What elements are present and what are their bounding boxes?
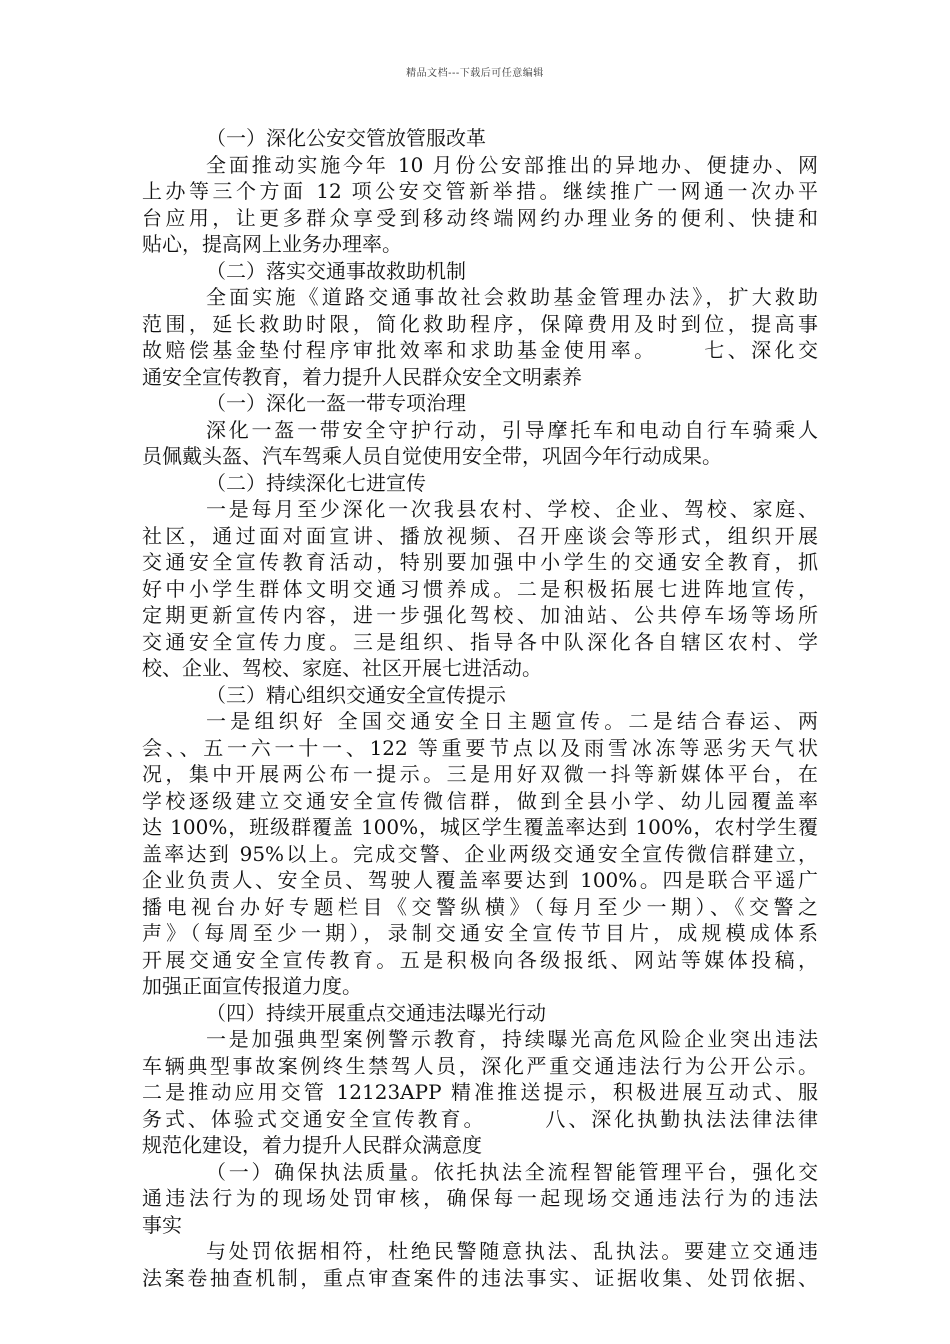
text-line: 法案卷抽查机制，重点审查案件的违法事实、证据收集、处罚依据、	[142, 1265, 818, 1290]
text-line: 务式、体验式交通安全宣传教育。 八、深化执勤执法法律法律	[142, 1106, 818, 1131]
text-line: 盖率达到 95%以上。完成交警、企业两级交通安全宣传微信群建立，	[142, 841, 818, 866]
text-line: 校、企业、驾校、家庭、社区开展七进活动。	[142, 656, 542, 680]
text-line: 一是每月至少深化一次我县农村、学校、企业、驾校、家庭、	[206, 497, 818, 521]
text-line: 加强正面宣传报道力度。	[142, 974, 362, 998]
text-line: 声》（每周至少一期），录制交通安全宣传节目片，成规模成体系	[142, 921, 818, 945]
text-line: 开展交通安全宣传教育。五是积极向各级报纸、网站等媒体投稿，	[142, 947, 818, 972]
text-line: 范围，延长救助时限，简化救助程序，保障费用及时到位，提高事	[142, 311, 818, 336]
text-line: 与处罚依据相符，杜绝民警随意执法、乱执法。要建立交通违	[206, 1239, 818, 1263]
text-line: 故赔偿基金垫付程序审批效率和求助基金使用率。 七、深化交	[142, 338, 818, 362]
text-line: 交通安全宣传教育活动，特别要加强中小学生的交通安全教育，抓	[142, 550, 818, 574]
text-line: （一）深化公安交管放管服改革	[206, 126, 486, 150]
text-line: 贴心，提高网上业务办理率。	[142, 232, 402, 256]
text-line: 社区，通过面对面宣讲、播放视频、召开座谈会等形式，组织开展	[142, 523, 818, 548]
text-line: 二是推动应用交管 12123APP 精准推送提示，积极进展互动式、服	[142, 1080, 818, 1104]
text-line: 全面推动实施今年 10 月份公安部推出的异地办、便捷办、网	[206, 152, 818, 177]
text-line: （一）深化一盔一带专项治理	[206, 391, 466, 415]
text-line: （二）持续深化七进宣传	[206, 470, 426, 495]
text-line: （一）确保执法质量。依托执法全流程智能管理平台，强化交	[206, 1159, 818, 1184]
text-line: 通违法行为的现场处罚审核，确保每一起现场交通违法行为的违法	[142, 1186, 818, 1210]
text-line: 会、、五一六一十一、122 等重要节点以及雨雪冰冻等恶劣天气状	[142, 735, 818, 760]
text-line: 规范化建设，着力提升人民群众满意度	[142, 1133, 482, 1157]
page-header: 精品文档---下载后可任意编辑	[406, 68, 544, 79]
text-line: 交通安全宣传力度。三是组织、指导各中队深化各自辖区农村、学	[142, 629, 818, 654]
text-line: 全面实施《道路交通事故社会救助基金管理办法》，扩大救助	[206, 285, 818, 309]
text-line: 车辆典型事故案例终生禁驾人员，深化严重交通违法行为公开公示。	[142, 1053, 818, 1078]
text-line: 学校逐级建立交通安全宣传微信群，做到全县小学、幼儿园覆盖率	[142, 788, 818, 813]
text-line: 一是组织好 全国交通安全日主题宣传。二是结合春运、两	[206, 709, 818, 733]
text-line: 企业负责人、安全员、驾驶人覆盖率要达到 100%。四是联合平遥广	[142, 868, 818, 892]
text-line: 达 100%，班级群覆盖 100%，城区学生覆盖率达到 100%，农村学生覆	[142, 815, 818, 839]
text-line: 上办等三个方面 12 项公安交管新举措。继续推广一网通一次办平	[142, 179, 818, 203]
text-line: 事实	[142, 1212, 182, 1237]
text-line: 定期更新宣传内容，进一步强化驾校、加油站、公共停车场等场所	[142, 603, 818, 627]
text-line: （二）落实交通事故救助机制	[206, 258, 466, 283]
text-line: 台应用，让更多群众享受到移动终端网约办理业务的便利、快捷和	[142, 205, 818, 230]
text-line: （四）持续开展重点交通违法曝光行动	[206, 1000, 546, 1025]
text-line: 况，集中开展两公布一提示。三是用好双微一抖等新媒体平台，在	[142, 762, 818, 786]
text-line: 播电视台办好专题栏目《交警纵横》（每月至少一期）、《交警之	[142, 894, 818, 919]
text-line: 深化一盔一带安全守护行动，引导摩托车和电动自行车骑乘人	[206, 417, 818, 442]
text-line: 好中小学生群体文明交通习惯养成。二是积极拓展七进阵地宣传，	[142, 576, 818, 601]
text-line: （三）精心组织交通安全宣传提示	[206, 682, 506, 707]
document-body	[142, 125, 818, 1291]
text-line: 一是加强典型案例警示教育，持续曝光高危风险企业突出违法	[206, 1027, 818, 1051]
text-line: 通安全宣传教育，着力提升人民群众安全文明素养	[142, 364, 582, 389]
text-line: 员佩戴头盔、汽车驾乘人员自觉使用安全带，巩固今年行动成果。	[142, 444, 722, 468]
